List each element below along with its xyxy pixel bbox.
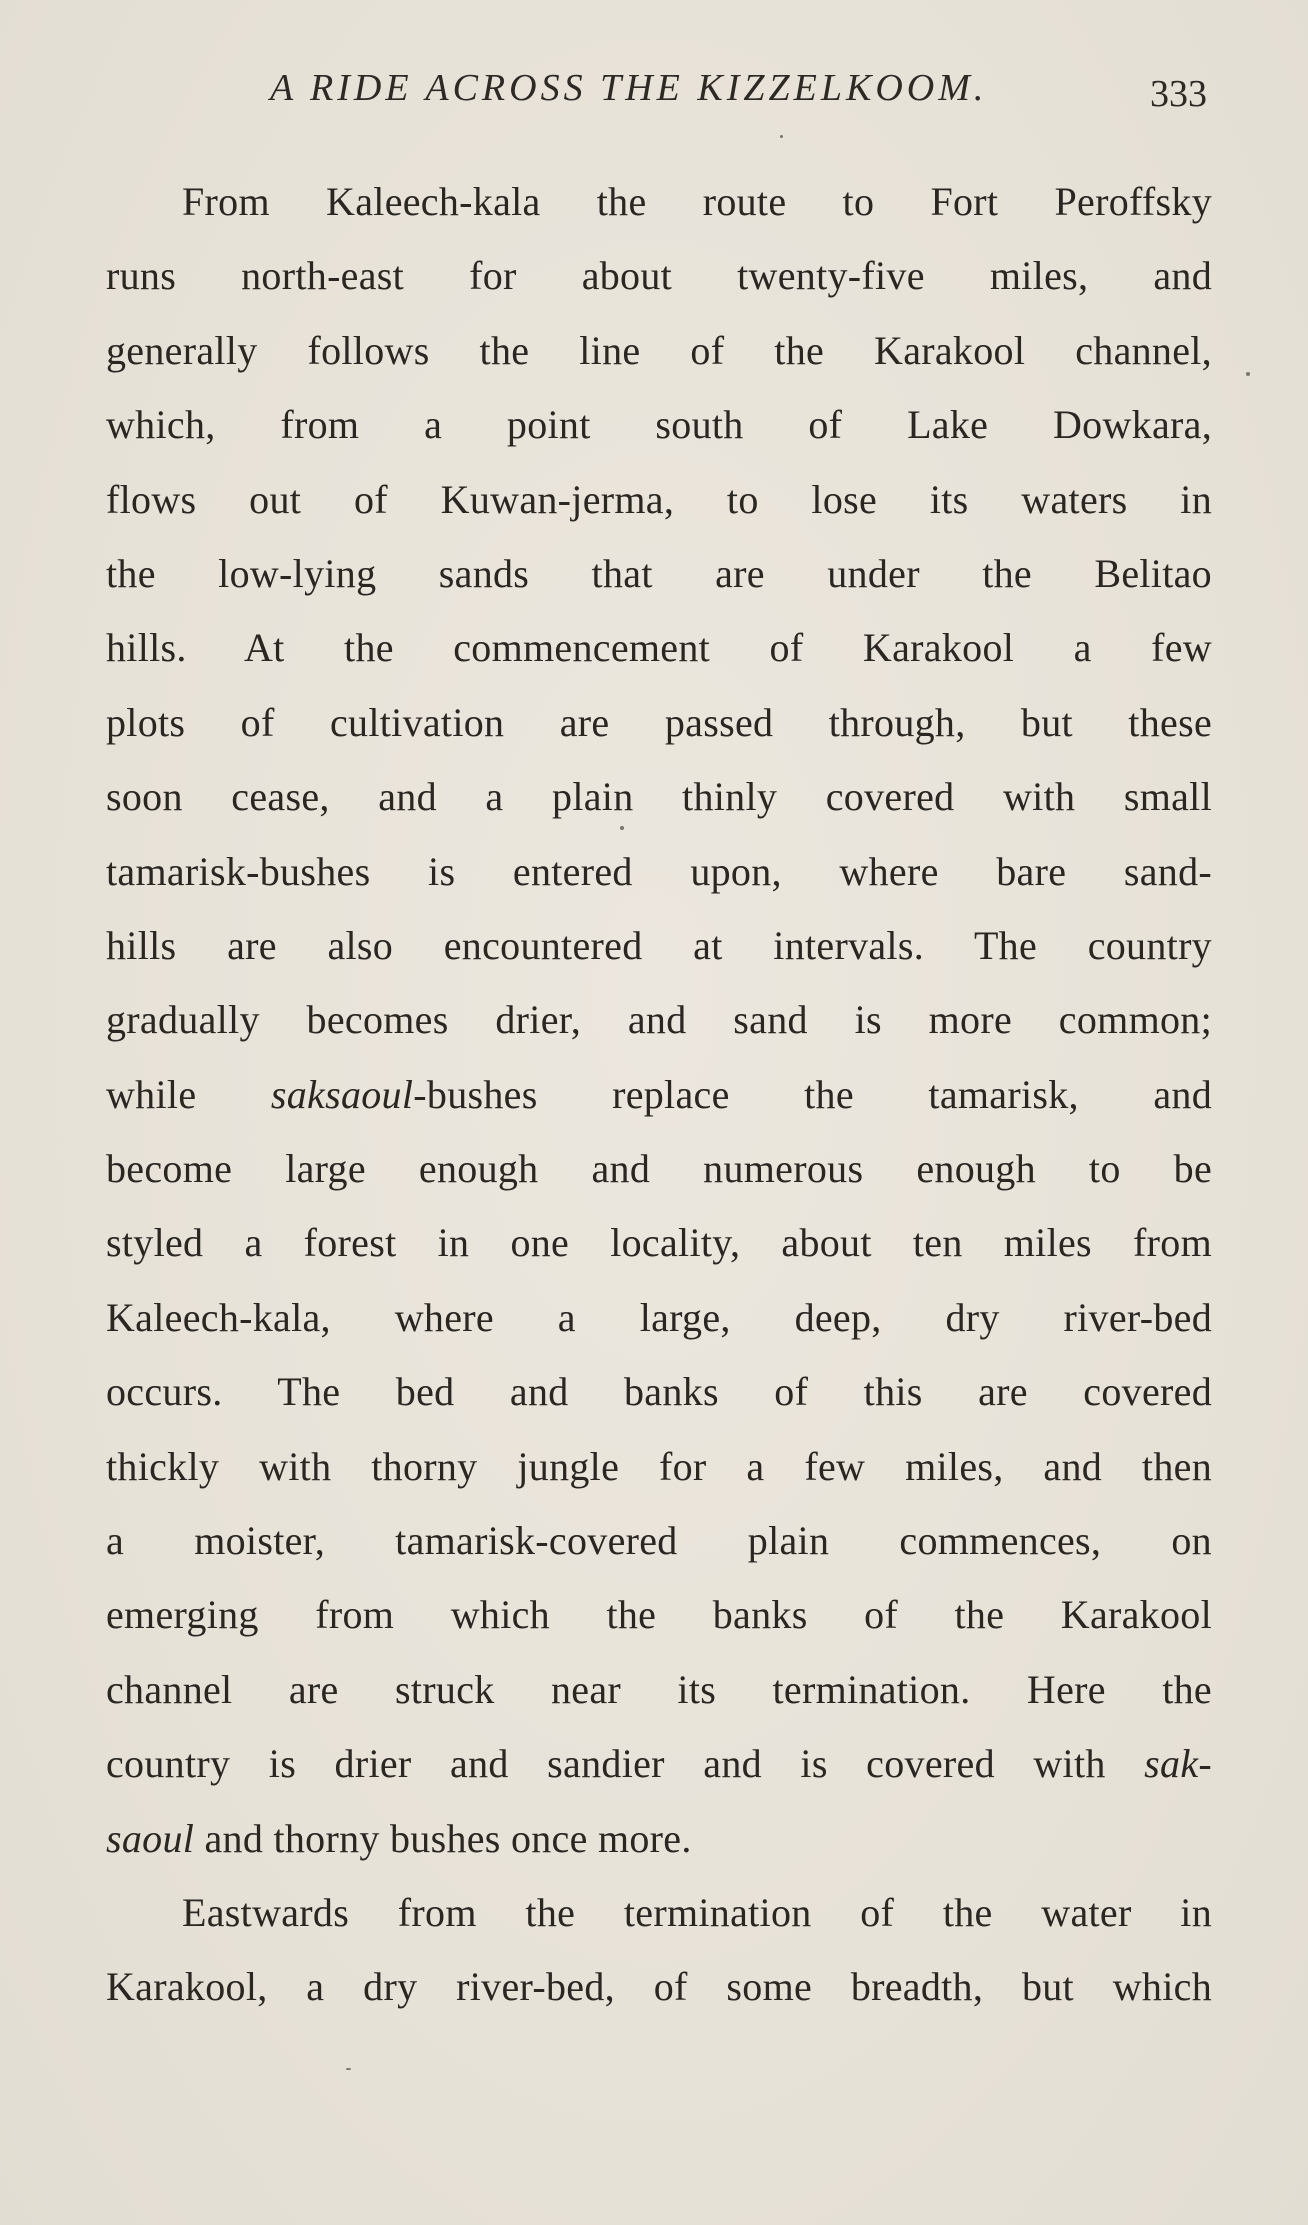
text-line: a moister, tamarisk-covered plain commences, on	[106, 1518, 1212, 1564]
text-line: the low-lying sands that are under the Belitao	[106, 550, 1212, 596]
text-line: channel are struck near its termination. Here the	[106, 1666, 1212, 1712]
text-line: hills. At the commencement of Karakool a few	[106, 625, 1212, 671]
italic-term: saoul	[106, 1815, 195, 1861]
text-line: Karakool, a dry river-bed, of some breadth, but which	[106, 1964, 1212, 2010]
text-line: thickly with thorny jungle for a few miles, and then	[106, 1443, 1212, 1489]
text-line: styled a forest in one locality, about ten miles from	[106, 1220, 1212, 1266]
text-run: and thorny bushes once more.	[194, 1815, 692, 1861]
italic-term: sak-	[1144, 1741, 1212, 1787]
italic-term: saksaoul	[270, 1071, 414, 1117]
text-line: soon cease, and a plain thinly covered with small	[106, 774, 1212, 820]
text-line: occurs. The bed and banks of this are covered	[106, 1369, 1212, 1415]
text-line: tamarisk-bushes is entered upon, where bare sand-	[106, 848, 1212, 894]
text-line: gradually becomes drier, and sand is more common;	[106, 997, 1212, 1043]
text-run: country is drier and sandier and is covered with	[106, 1741, 1145, 1787]
text-line: Eastwards from the termination of the water in	[182, 1889, 1212, 1935]
text-line: become large enough and numerous enough to be	[106, 1146, 1212, 1192]
text-run: -bushes replace the tamarisk, and	[413, 1071, 1212, 1117]
paper-speck	[346, 2068, 351, 2070]
running-title: A RIDE ACROSS THE KIZZELKOOM.	[270, 67, 988, 109]
text-line: which, from a point south of Lake Dowkara,	[106, 402, 1212, 448]
body-text	[106, 165, 1212, 2025]
text-line: plots of cultivation are passed through, but these	[106, 699, 1212, 745]
text-line	[106, 1058, 1212, 1132]
text-line	[106, 1727, 1212, 1801]
text-line: Kaleech-kala, where a large, deep, dry river-bed	[106, 1294, 1212, 1340]
text-run: while	[106, 1071, 271, 1117]
page-number: 333	[1150, 73, 1207, 115]
paper-speck	[620, 826, 624, 830]
text-line: From Kaleech-kala the route to Fort Peroffsky	[182, 179, 1212, 224]
paper-speck	[780, 135, 783, 138]
text-line: hills are also encountered at intervals. The country	[106, 922, 1212, 968]
text-line	[106, 1802, 1212, 1876]
text-line: emerging from which the banks of the Karakool	[106, 1592, 1212, 1638]
paper-speck	[1246, 372, 1250, 376]
text-line: generally follows the line of the Karakool channel,	[106, 327, 1212, 373]
text-line: runs north-east for about twenty-five miles, and	[106, 253, 1212, 299]
text-line: flows out of Kuwan-jerma, to lose its waters in	[106, 476, 1212, 522]
